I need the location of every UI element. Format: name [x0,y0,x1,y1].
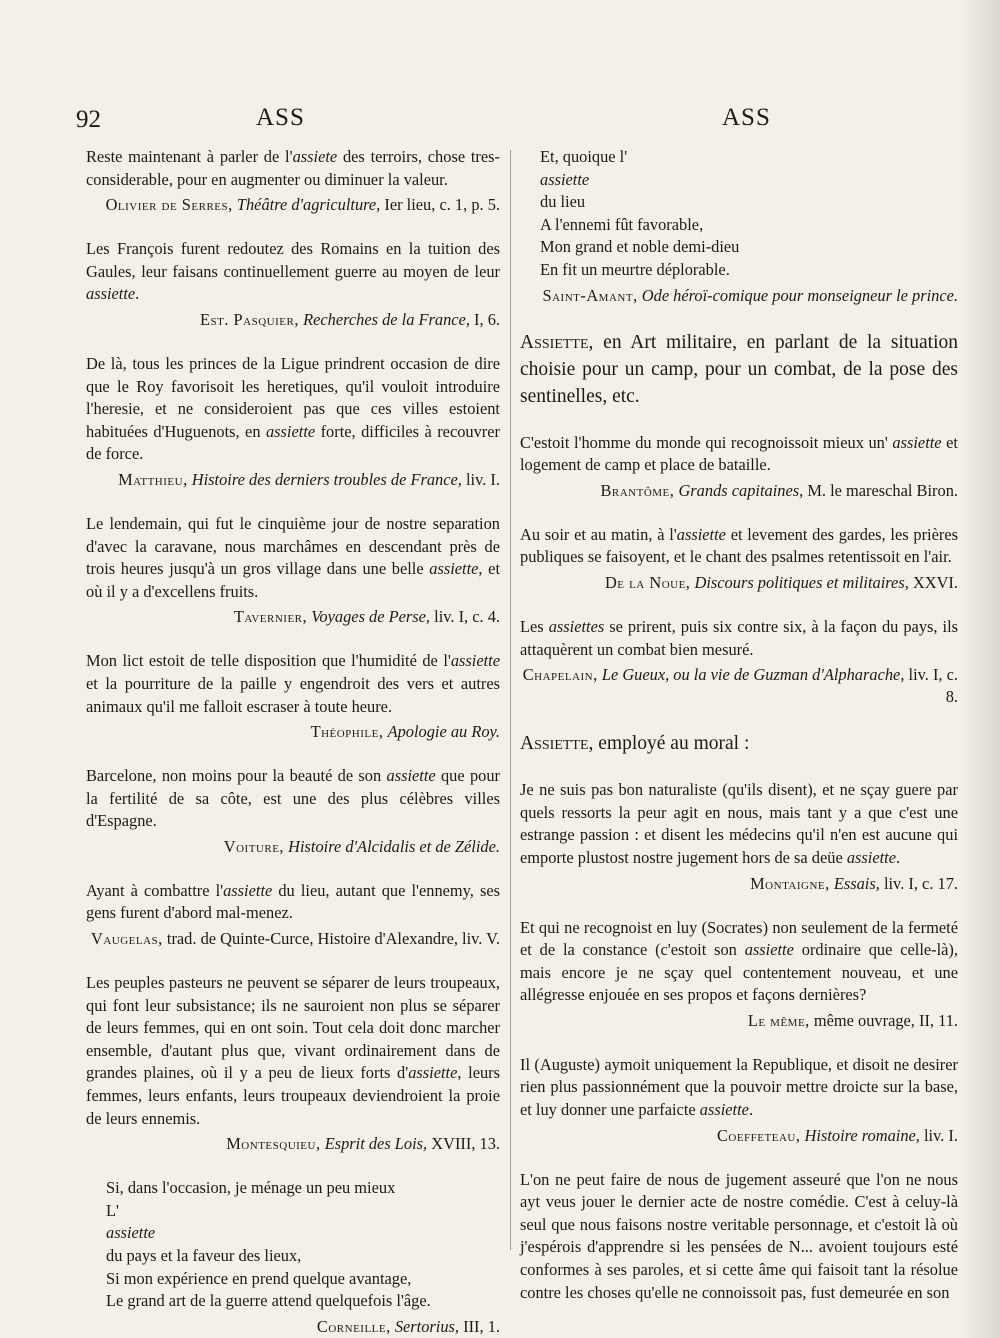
citation-title: Le Gueux, ou la vie de Guzman d'Alpharache, [601,665,905,685]
sense-headword: Assiette, [520,733,594,755]
block-spacer [520,1147,958,1169]
quotation-text: et la pourriture de la paille y engendroit des vers et autres animaux qu'il me falloit escraser à toute heure. [86,673,500,716]
citation-author: Olivier de Serres, [105,195,233,215]
verse-text: Et, quoique l' [540,147,628,166]
headword-italic: assiette [699,1100,749,1120]
citation-title: Apologie au Roy. [387,722,500,742]
quotation-text: De là, tous les princes de la Ligue prindrent occasion de dire que le Roy favorisoit les heretiques, qu'il vouloit introduire l'heresie, et ne consideroient pas que ces villes estoient habituées d'Huguenots, en [86,353,500,441]
block-spacer [520,757,958,779]
block-spacer [86,858,500,880]
headword-italic: assiette [846,847,897,867]
verse-text: L' [106,1200,119,1220]
citation-author: Le même, [747,1010,810,1030]
quotation-text: Les peuples pasteurs ne peuvent se séparer de leurs troupeaux, qui font leur subsistance; ils ne sauroient non plus se séparer de leurs femmes, qui en ont soin. Tout cela doit donc marcher ensemble, d'autant plus que, vivant ordinairement dans de grandes plaines, où il y a peu de lieux forts d' [86,973,500,1083]
quotation-text: . [748,1100,754,1120]
citation [520,664,958,708]
verse-line [106,1177,500,1200]
block-spacer [520,895,958,917]
citation [520,873,958,895]
quotation [86,765,500,833]
verse-line [540,236,958,259]
block-spacer [520,1032,958,1054]
citation-author: Vaugelas, [91,929,163,949]
sense-definition [520,329,958,410]
block-spacer [86,628,500,650]
verse-line [106,1200,500,1268]
citation-reference: liv. I, c. 4. [434,607,500,627]
quotation-text: , et où il y a d'excellens fruits. [86,559,500,601]
quotation [520,1169,958,1305]
headword-italic: assiette [676,524,726,544]
block-spacer [520,594,958,616]
quotation-text: L'on ne peut faire de nous de jugement asseuré que l'on ne nous ayt veus jouer le dernier acte de nostre comédie. C'est à celuy-là seul que nous faisons nostre veritable personnage, et c'estoit là où j'espérois d'apprendre si les pensées de N... avoient toujours esté conformes à ses paroles, et si cette âme qui faisoit tant la résolue contre les choses qu'elle ne connoissoit pas, fust demeurée en son [520,1169,958,1302]
quotation-text: Au soir et au matin, à l' [520,524,677,544]
citation-title: Recherches de la France, [303,309,470,329]
citation-reference: XXVI. [912,572,958,592]
page-edge-shadow [960,0,1000,1338]
headword-italic: assiette [744,940,794,960]
block-spacer [520,502,958,524]
sense-headword: Assiette, [520,331,594,353]
citation-author: Corneille, [316,1316,391,1336]
citation-author: Matthieu, [118,469,188,489]
citation-reference: liv. I. [466,469,500,489]
block-spacer [520,410,958,432]
quotation-text: et logement de camp et place de bataille. [520,432,958,475]
citation [520,1010,958,1032]
quotation-text: du lieu, autant que l'ennemy, ses gens furent d'abord mal-menez. [86,880,500,923]
verse-line [106,1268,500,1291]
citation [86,194,500,216]
headword-italic: assiette [106,1223,156,1243]
citation-reference: liv. I. [924,1125,958,1145]
citation-author: Brantôme, [600,480,675,500]
citation-author: Montaigne, [750,873,830,893]
sense-text: employé au moral : [593,733,750,755]
headword-italic: assiette [892,432,942,452]
quotation-text: ordinaire que celle-là), mais encore je ne sçay quel contentement nouveau, et une allégresse enjouée en ses propos et façons dernières? [520,940,958,1005]
quotation-text: Et qui ne recognoist en luy (Socrates) non seulement de la fermeté et de la constance (c'estoit son [520,917,958,960]
quotation [86,880,500,925]
block-spacer [86,216,500,238]
quotation [86,353,500,466]
quotation-text: Reste maintenant à parler de l' [86,147,293,166]
quotation [520,917,958,1007]
quotation [86,972,500,1130]
citation [520,285,958,307]
page-number: 92 [76,106,101,133]
citation-author: Est. Pasquier, [200,309,299,329]
citation [86,469,500,491]
citation-author: De la Noue, [604,572,691,592]
citation-title: Esprit des Lois, [324,1134,428,1154]
verse-text: A l'ennemi fût favorable, [540,214,704,234]
left-column [86,146,500,1338]
citation-reference: III, 1. [463,1316,500,1336]
quotation-text: Il (Auguste) aymoit uniquement la Republique, et disoit ne desirer rien plus passionnément que la pouvoir mettre droicte sur la base, et luy donner une parfaicte [520,1054,958,1120]
block-spacer [520,307,958,329]
quotation-text: se prirent, puis six contre six, à la façon du pays, ils attaquèrent un combat bien mesuré. [520,616,959,659]
running-head-left: ASS [256,104,305,131]
citation-author: Tavernier, [233,607,308,627]
quotation-text: . [135,284,140,304]
verse-text: du lieu [540,192,586,212]
citation-title: Grands capitaines, [678,480,804,500]
quotation [86,513,500,603]
quotation-text: des terroirs, chose tres-considerable, pour en augmenter ou diminuer la valeur. [86,147,500,189]
verse-line [540,146,958,214]
verse-text: Le grand art de la guerre attend quelquefois l'âge. [106,1291,431,1311]
quotation [86,238,500,306]
quotation [520,524,958,569]
citation [86,836,500,858]
citation-reference: XVIII, 13. [431,1134,500,1154]
quotation-text: Les François furent redoutez des Romains en la tuition des Gaules, leur faisans continuellement guerre au moyen de leur [86,239,500,281]
block-spacer [86,491,500,513]
block-spacer [86,743,500,765]
quotation-text: Mon lict estoit de telle disposition que l'humidité de l' [86,651,451,671]
quotation-text: Barcelone, non moins pour la beauté de son [86,766,387,786]
sense-text: en Art militaire, en parlant de la situation choisie pour un camp, pour un combat, de la pose des sentinelles, etc. [520,331,958,407]
verse-quotation [520,146,958,282]
citation-author: Coeffeteau, [716,1125,801,1145]
verse-quotation [86,1177,500,1313]
quotation-text: que pour la fertilité de sa côte, est une des plus célèbres villes d'Espagne. [86,766,501,831]
citation-author: Saint-Amant, [542,285,638,305]
quotation [86,650,500,718]
quotation-text: . [896,847,901,867]
citation-author: Montesquieu, [226,1134,321,1154]
citation-reference: même ouvrage, II, 11. [813,1010,958,1030]
headword-italic: assiette [265,421,316,441]
verse-text: En fit un meurtre déplorable. [540,259,730,279]
block-spacer [86,331,500,353]
quotation [520,432,958,477]
quotation-text: C'estoit l'homme du monde qui recognoissoit mieux un' [520,432,893,452]
citation [86,606,500,628]
citation-reference: I, 6. [474,309,500,329]
citation-reference: liv. I, c. 8. [908,665,958,707]
sense-definition [520,730,958,757]
verse-line [540,214,958,237]
citation-title: Sertorius, [394,1316,460,1336]
column-divider [510,150,511,1250]
citation-title: Ode héroï-comique pour monseigneur le prince. [641,285,958,305]
quotation [520,616,958,661]
quotation-text: , leurs femmes, leurs enfants, leurs troupeaux deviendroient la proie de leurs ennemis. [86,1063,500,1128]
quotation-text: forte, difficiles à recouvrer de force. [86,421,500,464]
headword-italic: assiete [292,147,338,166]
citation [86,309,500,331]
verse-line [540,259,958,282]
citation [520,572,958,594]
citation [520,1125,958,1147]
quotation-text: Je ne suis pas bon naturaliste (qu'ils disent), et ne sçay guere par quels ressorts la peur agit en nous, mais tant y a que c'est une estrange passion : et disent les médecins qu'il n'en est aucune qui emporte plustost nostre jugement hors de sa deüe [520,780,958,867]
block-spacer [520,708,958,730]
verse-line [106,1290,500,1313]
quotation [86,146,500,191]
headword-italic: assiette [408,1063,458,1083]
headword-italic: assiette [386,766,436,786]
quotation-text: Les [520,616,549,636]
citation-reference: M. le mareschal Biron. [807,480,958,500]
quotation [520,1054,958,1122]
citation-title: Voyages de Perse, [311,607,431,627]
citation-title: Histoire romaine, [804,1125,920,1145]
verse-text: du pays et la faveur des lieux, [106,1246,302,1265]
citation-author: Théophile, [310,722,384,742]
citation [86,1133,500,1155]
citation-reference: trad. de Quinte-Curce, Histoire d'Alexandre, liv. V. [166,929,500,949]
citation-title: Théâtre d'agriculture, [236,195,381,215]
headword-italic: assiette [429,559,479,579]
verse-text: Si, dans l'occasion, je ménage un peu mieux [106,1178,396,1198]
block-spacer [86,950,500,972]
citation [86,721,500,743]
block-spacer [86,1155,500,1177]
citation [520,480,958,502]
citation [86,1316,500,1338]
headword-italic: assiette [450,651,500,671]
headword-italic: assiette [86,284,136,304]
citation-author: Chapelain, [522,665,598,685]
citation-title: Discours politiques et militaires, [694,572,909,592]
right-column [520,146,958,1304]
citation-title: Essais, [833,873,880,893]
citation-reference: liv. I, c. 17. [883,873,958,893]
citation-title: Histoire des derniers troubles de France, [191,469,462,489]
quotation [520,779,958,869]
verse-text: Mon grand et noble demi-dieu [540,237,740,257]
headword-italic: assiette [223,880,273,900]
verse-text: Si mon expérience en prend quelque avantage, [106,1268,412,1288]
running-head-right: ASS [722,104,771,131]
citation-title: Histoire d'Alcidalis et de Zélide. [288,836,500,856]
quotation-text: Ayant à combattre l' [86,880,224,900]
headword-italic: assiettes [548,616,605,636]
citation [86,928,500,950]
quotation-text: Le lendemain, qui fut le cinquième jour de nostre separation d'avec la caravane, nous marchâmes en descendant près de trois heures jusqu'à un gros village dans une belle [86,513,500,579]
quotation-text: et levement des gardes, les prières publiques se faisoyent, et le chant des psalmes retentissoit en l'air. [520,524,958,567]
headword-italic: assiette [540,169,590,189]
citation-reference: Ier lieu, c. 1, p. 5. [384,195,500,215]
citation-author: Voiture, [223,836,285,856]
